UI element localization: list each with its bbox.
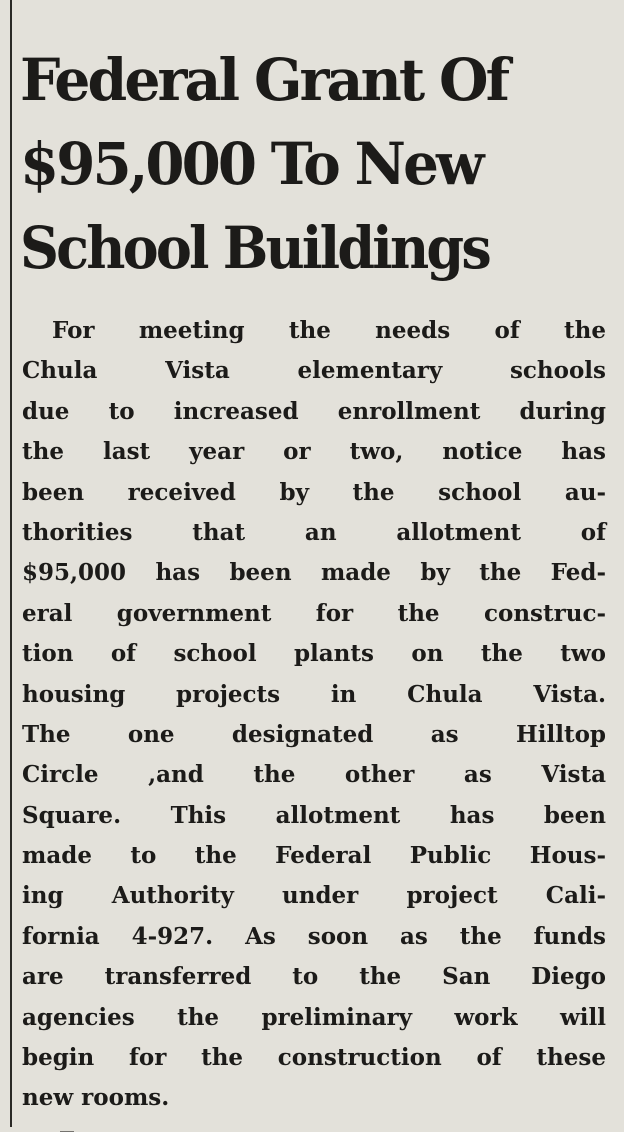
headline-line: Federal Grant Of <box>20 46 508 114</box>
body-line: For meeting the needs of the <box>52 317 606 344</box>
body-line: The one designated as Hilltop <box>22 720 606 748</box>
body-line: begin for the construction of these <box>22 1044 606 1072</box>
body-line: thorities that an allotment of <box>22 518 606 546</box>
body-line: eral government for the construc- <box>22 599 606 627</box>
body-line: are transferred to the San Diego <box>22 963 606 991</box>
body-line: new rooms. <box>22 1084 170 1112</box>
headline-line: $95,000 To New <box>20 130 482 198</box>
body-line: housing projects in Chula Vista. <box>22 680 606 708</box>
headline <box>20 38 620 290</box>
body-line: Circle ,and the other as Vista <box>22 761 606 789</box>
column-rule <box>10 0 12 1127</box>
cut-off-glyph-tops <box>60 1119 580 1132</box>
cut-off-text-fragment <box>60 1112 580 1132</box>
body-line: Square. This allotment has been <box>22 801 606 829</box>
body-line: due to increased enrollment during <box>22 397 606 425</box>
article-body <box>22 311 606 1119</box>
body-line: made to the Federal Public Hous- <box>22 842 606 870</box>
body-line: tion of school plants on the two <box>22 640 606 668</box>
body-line: $95,000 has been made by the Fed- <box>22 559 606 587</box>
headline-line: School Buildings <box>20 214 489 282</box>
body-line: fornia 4-927. As soon as the funds <box>22 922 606 950</box>
body-line: the last year or two, notice has <box>22 438 606 466</box>
body-line: agencies the preliminary work will <box>22 1003 606 1031</box>
body-line: been received by the school au- <box>22 478 606 506</box>
body-line: ing Authority under project Cali- <box>22 882 606 910</box>
body-line: Chula Vista elementary schools <box>22 357 606 385</box>
